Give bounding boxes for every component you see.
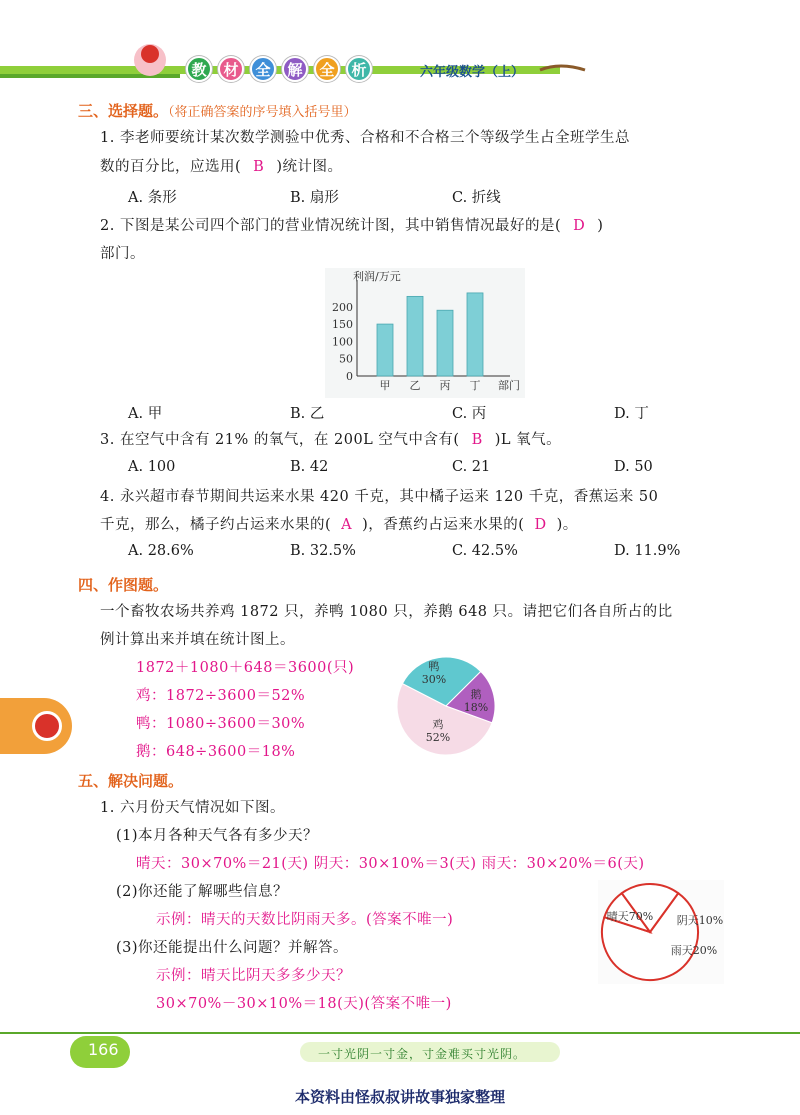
logo-char: 析 xyxy=(346,56,372,82)
pie-label: 52% xyxy=(425,731,451,744)
y-tick-label: 150 xyxy=(332,318,353,332)
x-tick-label: 丙 xyxy=(439,379,451,392)
option: B. 32.5% xyxy=(290,543,356,559)
pie-label: 鸡 xyxy=(432,718,444,731)
option: B. 扇形 xyxy=(290,190,339,206)
calc-line: 鸭：1080÷3600＝30% xyxy=(136,716,306,732)
pie-label: 阴天10% xyxy=(676,914,724,927)
y-axis-label: 利润/万元 xyxy=(353,270,401,283)
q4-line2: 千克，那么，橘子约占运来水果的( A )，香蕉约占运来水果的( D )。 xyxy=(100,517,578,533)
pie-label: 鹅 xyxy=(470,688,482,701)
q3-line: 3. 在空气中含有 21% 的氧气，在 200L 空气中含有( B )L 氧气。 xyxy=(100,432,562,448)
option: C. 丙 xyxy=(452,406,487,422)
answer: D xyxy=(573,218,586,234)
option: D. 50 xyxy=(614,459,653,475)
bar xyxy=(437,310,453,376)
option: C. 42.5% xyxy=(452,543,518,559)
pie-label: 鸭 xyxy=(428,660,440,673)
y-tick-label: 50 xyxy=(339,352,353,366)
option: B. 乙 xyxy=(290,406,325,422)
option: D. 丁 xyxy=(614,406,649,422)
section-title: 五、解决问题。 xyxy=(78,772,184,790)
bar-chart xyxy=(325,268,525,398)
s5-ans2: 示例：晴天的天数比阴雨天多。(答案不唯一) xyxy=(156,912,454,928)
logo-char: 全 xyxy=(314,56,340,82)
answer: A xyxy=(341,517,353,533)
q2-line2: 部门。 xyxy=(100,246,145,262)
x-tick-label: 丁 xyxy=(469,379,481,392)
s5-ans3a: 示例：晴天比阴天多多少天？ xyxy=(156,968,351,984)
q4-line1: 4. 永兴超市春节期间共运来水果 420 千克，其中橘子运来 120 千克，香蕉运来 50 xyxy=(100,489,659,505)
section3-heading xyxy=(78,100,357,121)
answer: B xyxy=(253,159,265,175)
option: C. 21 xyxy=(452,459,491,475)
motto: 一寸光阴一寸金，寸金难买寸光阴。 xyxy=(318,1047,527,1061)
calc-line: 鹅：648÷3600＝18% xyxy=(136,744,296,760)
s4-line1: 一个畜牧农场共养鸡 1872 只，养鸭 1080 只，养鹅 648 只。请把它们各自所占的比 xyxy=(100,604,673,620)
answer: B xyxy=(471,432,483,448)
option: C. 折线 xyxy=(452,190,501,206)
section-title: 三、选择题。 xyxy=(78,102,169,120)
s5-ans1: 晴天：30×70%＝21(天) 阴天：30×10%＝3(天) 雨天：30×20%＝6(天) xyxy=(136,856,645,872)
s5-sub2: (2)你还能了解哪些信息？ xyxy=(116,884,289,900)
option: B. 42 xyxy=(290,459,329,475)
y-tick-label: 100 xyxy=(332,335,353,349)
section-note: （将正确答案的序号填入括号里） xyxy=(168,105,357,120)
y-tick-label: 200 xyxy=(332,300,353,314)
s5-sub1: (1)本月各种天气各有多少天？ xyxy=(116,828,319,844)
bar xyxy=(467,293,483,376)
bar xyxy=(407,296,423,376)
s5-sub3: (3)你还能提出什么问题？并解答。 xyxy=(116,940,349,956)
answer: D xyxy=(534,517,547,533)
section-title: 四、作图题。 xyxy=(78,576,169,594)
option: A. 100 xyxy=(128,459,176,475)
option: D. 11.9% xyxy=(614,543,681,559)
s4-line2: 例计算出来并填在统计图上。 xyxy=(100,632,295,648)
pie-label: 18% xyxy=(463,701,489,714)
x-axis-label: 部门 xyxy=(498,379,520,392)
weather-pie-chart xyxy=(598,880,724,984)
grade-title: 六年级数学（上） xyxy=(420,65,525,80)
option: A. 条形 xyxy=(128,190,177,206)
q2-line1: 2. 下图是某公司四个部门的营业情况统计图，其中销售情况最好的是( D ) xyxy=(100,218,604,234)
q1-line1: 1. 李老师要统计某次数学测验中优秀、合格和不合格三个等级学生占全班学生总 xyxy=(100,130,630,146)
q1-line2: 数的百分比，应选用( B )统计图。 xyxy=(100,159,343,175)
logo-row xyxy=(186,56,372,82)
pie-label: 30% xyxy=(421,673,447,686)
s5-ans3b: 30×70%－30×10%＝18(天)(答案不唯一) xyxy=(156,996,452,1012)
option: A. 28.6% xyxy=(128,543,194,559)
logo-char: 教 xyxy=(186,56,212,82)
bottom-note: 本资料由怪叔叔讲故事独家整理 xyxy=(294,1088,505,1106)
x-tick-label: 甲 xyxy=(379,379,391,392)
pie-label: 雨天20% xyxy=(670,944,718,957)
logo-char: 解 xyxy=(282,56,308,82)
page-number: 166 xyxy=(88,1040,119,1059)
bar xyxy=(377,324,393,376)
pie-label: 晴天70% xyxy=(606,910,654,923)
calc-line: 鸡：1872÷3600＝52% xyxy=(136,688,306,704)
mascot-icon xyxy=(32,711,62,741)
logo-char: 材 xyxy=(218,56,244,82)
calc-line: 1872＋1080＋648＝3600(只) xyxy=(136,660,355,676)
s5-q1-title: 1. 六月份天气情况如下图。 xyxy=(100,800,285,816)
logo-char: 全 xyxy=(250,56,276,82)
option: A. 甲 xyxy=(128,406,163,422)
y-tick-label: 0 xyxy=(346,370,353,383)
header-band xyxy=(0,40,800,90)
farm-pie-chart xyxy=(394,654,498,758)
x-tick-label: 乙 xyxy=(409,379,421,392)
